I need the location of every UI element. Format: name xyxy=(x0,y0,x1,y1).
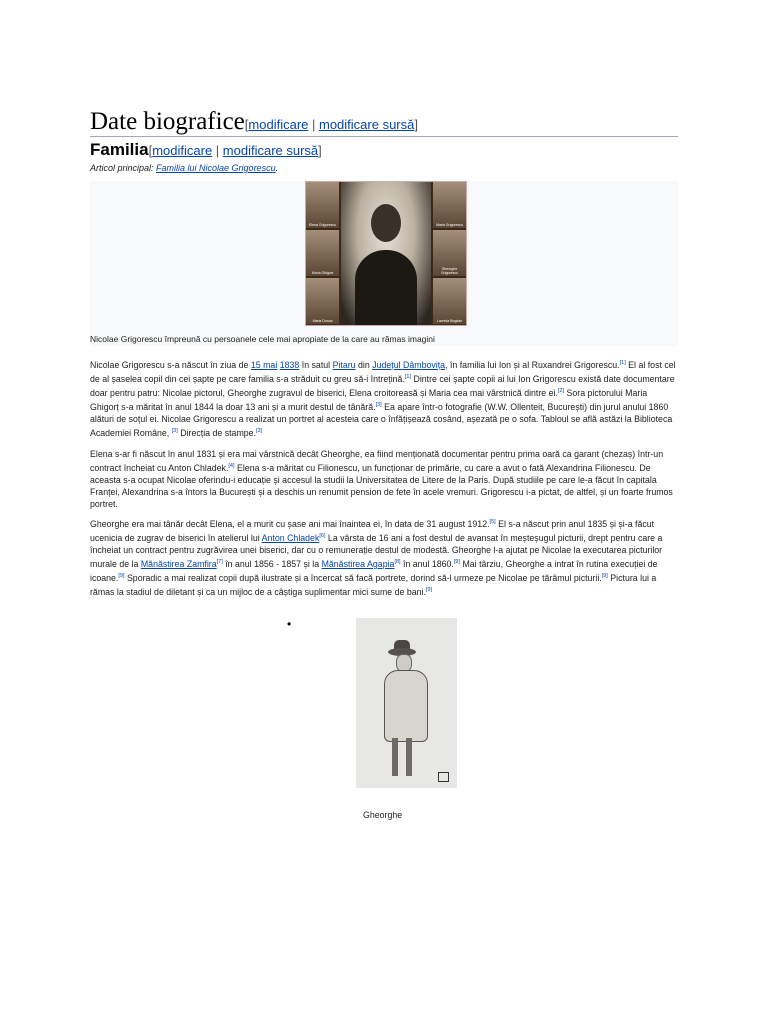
reference-link[interactable]: [9] xyxy=(601,573,608,580)
edit-link[interactable]: modificare xyxy=(152,143,213,158)
gallery-caption: Gheorghe xyxy=(363,810,403,820)
paragraph-elena: Elena s-ar fi născut în anul 1831 și era mai vârstnică decât Gheorghe, ea fiind menționată documentar pentru prima oară ca garant (chezaș) într-un contract încheiat cu Anton Chladek.[4] Elena s-a măritat cu Filionescu, un funcționar de primărie, cu care a avut o fată Alexandrina Filionescu. De aceasta s-a ocupat Nicolae oferindu-i educație și accesul la studii la Universitatea de Litere de la Paris. După studiile pe care le-a făcut în capitala Franței, Alexandrina s-a întors la București și a deschis un renumit pension de fete în acele vremuri. Grigorescu i-a pictat, de altfel, și un foarte frumos portret. xyxy=(90,449,673,510)
reference-link[interactable]: [7] xyxy=(216,559,223,566)
reference-link[interactable]: [3] xyxy=(256,428,263,435)
family-figure xyxy=(90,181,678,346)
reference-link[interactable]: [1] xyxy=(404,374,412,381)
left-portraits xyxy=(306,182,339,325)
date-link[interactable]: 15 mai xyxy=(250,359,278,370)
section-heading xyxy=(90,108,678,137)
family-collage-image[interactable] xyxy=(305,181,467,326)
paragraph-gheorghe: Gheorghe era mai tânăr decât Elena, el a murit cu șase ani mai înaintea ei, în data de 31 august 1912.[5] El s-a născut prin anul 1835 și și-a făcut ucenicia de zugrav de biserici în atelierul lui Anton Chladek[6] La vârsta de 16 ani a fost destul de avansat în meșteșugul picturii, drept pentru care a încheiat un contract pentru zugrăvirea unei biserici, dar cu o remunerație destul de modestă. Gheorghe l-a ajutat pe Nicolae la executarea picturilor murale de la Mănăstirea Zamfira[7] în anul 1856 - 1857 și la Mănăstirea Agapia[8] în anul 1860.[9] Mai târziu, Gheorghe a intrat în rutina execuției de icoane.[9] Sporadic a mai realizat copii după ilustrate și a încercat să facă portrete, dorind să-l urmeze pe Nicolae pe tărâmul picturii.[9] Pictura lui a rămas la stadiul de diletant și ca un mijloc de a câștiga suplimentar mici sume de bani.[9] xyxy=(90,518,663,598)
right-portraits xyxy=(433,182,466,325)
county-link[interactable]: Județul Dâmbovița xyxy=(372,359,446,370)
reference-link[interactable]: [6] xyxy=(319,533,326,540)
reference-link[interactable]: [2] xyxy=(557,388,565,395)
main-portrait xyxy=(341,182,431,325)
gheorghe-sketch-image[interactable] xyxy=(356,618,457,788)
reference-link[interactable]: [5] xyxy=(489,519,496,525)
subsection-edit-links: [modificare | modificare sursă] xyxy=(148,143,322,158)
reference-link[interactable]: [3] xyxy=(171,428,178,435)
monastery-link[interactable]: Mănăstirea Agapia xyxy=(321,559,395,570)
main-article-link[interactable]: Familia lui Nicolae Grigorescu xyxy=(156,163,276,173)
monogram-mark xyxy=(438,772,449,782)
person-link[interactable]: Anton Chladek xyxy=(261,532,320,543)
subsection-heading xyxy=(90,140,322,160)
reference-link[interactable]: [8] xyxy=(394,559,401,566)
reference-link[interactable]: [4] xyxy=(228,463,235,470)
portrait-thumbnail: Lucreția Bogdan xyxy=(433,278,466,324)
portrait-thumbnail: Elena Grigorescu xyxy=(306,182,339,228)
figure-caption: Nicolae Grigorescu împreună cu persoanele cele mai apropiate de la care au rămas imagini xyxy=(90,334,435,344)
subsection-title: Familia xyxy=(90,140,149,159)
reference-link[interactable]: [9] xyxy=(453,559,461,566)
reference-link[interactable]: [9] xyxy=(425,587,433,594)
reference-link[interactable]: [9] xyxy=(118,573,125,580)
portrait-thumbnail: Gheorghe Grigorescu xyxy=(433,230,466,276)
edit-source-link[interactable]: modificare sursă xyxy=(318,117,415,132)
edit-link[interactable]: modificare xyxy=(248,117,309,132)
year-link[interactable]: 1838 xyxy=(279,359,300,370)
paragraph-birth: Nicolae Grigorescu s-a născut în ziua de 15 mai 1838 în satul Pitaru din Județul Dâmbovița, în familia lui Ion și al Ruxandrei Grigorescu.[1] El al fost cel de al șaselea copil din cei șapte pe care familia s-a străduit cu greu să-i întrețină.[1] Dintre cei șapte copii ai lui Ion Grigorescu există date documentare doar pentru patru: Nicolae pictorul, Gheorghe zugravul de biserici, Elena croitoreasă și Maria cea mai vârstnică dintre ei.[2] Sora pictorului Maria Ghigorț s-a măritat în anul 1844 la doar 13 ani și a murit destul de tânără.[3] Ea apare într-o fotografie (W.W. Ollenteit, București) din jurul anului 1860 alături de soțul ei. Nicolae Grigorescu a realizat un portret al acesteia care o înfățișează cosând, așezată pe o sofa. Tabloul se află astăzi la Biblioteca Academiei Române, [3] Direcția de stampe.[3] xyxy=(90,359,676,439)
main-article-note: Articol principal: Familia lui Nicolae Grigorescu. xyxy=(90,163,279,173)
section-edit-links: [modificare | modificare sursă] xyxy=(244,117,418,132)
portrait-thumbnail: Maria Dunca xyxy=(306,278,339,324)
village-link[interactable]: Pitaru xyxy=(332,359,356,370)
section-title: Date biografice xyxy=(90,108,245,135)
reference-link[interactable]: [3] xyxy=(375,402,382,409)
gallery-bullet: • xyxy=(287,617,292,631)
monastery-link[interactable]: Mănăstirea Zamfira xyxy=(140,559,217,570)
edit-source-link[interactable]: modificare sursă xyxy=(222,143,319,158)
reference-link[interactable]: [1] xyxy=(619,360,626,366)
portrait-thumbnail: Maria Grigorescu xyxy=(433,182,466,228)
portrait-thumbnail: Maria Ghigorț xyxy=(306,230,339,276)
